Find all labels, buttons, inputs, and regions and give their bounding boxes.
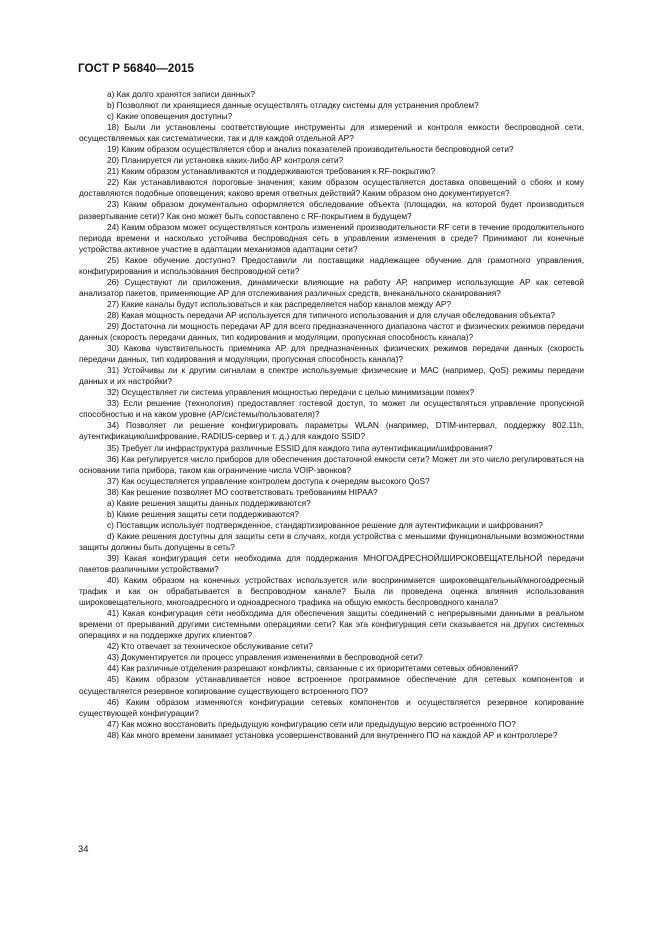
question-paragraph: 37) Как осуществляется управление контролем доступа к очередям высокого QoS? bbox=[107, 475, 430, 486]
question-paragraph: 23) Каким образом документально оформляется обследование объекта (площадки, на которой будет производиться развертывание сети)? Как оно может быть сопоставлено с RF-покрытием в будущем? bbox=[79, 199, 584, 221]
questionnaire-body bbox=[79, 89, 584, 741]
question-paragraph: 30) Какова чувствительность приемника АР для предназначенных физических режимов передачи данных (скорость передачи данных, тип кодирования и модуляции, пропускная способность канала)? bbox=[79, 343, 584, 365]
question-paragraph: 45) Каким образом устанавливается новое встроенное программное обеспечение для сетевых компонентов и осуществляется резервное копирование существующего встроенного ПО? bbox=[79, 674, 584, 696]
question-paragraph: 27) Какие каналы будут использоваться и как распределяется набор каналов между АР? bbox=[107, 298, 452, 309]
question-paragraph: 25) Какое обучение доступно? Предоставили ли поставщики надлежащее обучение для грамотного управления, конфигурирования и использования беспроводной сети? bbox=[79, 254, 584, 276]
question-paragraph: 43) Документируется ли процесс управления изменениями в беспроводной сети? bbox=[107, 652, 423, 663]
question-paragraph: b) Какие решения защиты сети поддерживаются? bbox=[107, 508, 299, 519]
question-paragraph: 22) Как устанавливаются пороговые значения; каким образом осуществляется доставка оповещений о сбоях и кому доставляются подобные оповещения; каково время ответных действий? Каким образом оно документируется? bbox=[79, 177, 584, 199]
question-paragraph: 47) Как можно восстановить предыдущую конфигурацию сети или предыдущую версию встроенного ПО? bbox=[107, 718, 516, 729]
question-paragraph: 32) Осуществляет ли система управления мощностью передачи с целью минимизации помех? bbox=[107, 387, 475, 398]
question-paragraph: 40) Каким образом на конечных устройствах используется или воспринимается широковещательный/многоадресный трафик и как он обрабатывается в беспроводном канале? Была ли проведена оценка влияния использования широковещательного, многоадресного и одноадресного трафика на общую емкость беспроводного канала? bbox=[79, 575, 584, 608]
page-number: 34 bbox=[78, 843, 89, 854]
question-paragraph: 44) Как различные отделения разрешают конфликты, связанные с их приоритетами сетевых обновлений? bbox=[107, 663, 519, 674]
question-paragraph: 38) Как решение позволяет МО соответствовать требованиям HIPAA? bbox=[107, 486, 378, 497]
question-paragraph: 35) Требует ли инфраструктура различные ESSID для каждого типа аутентификации/шифрования? bbox=[107, 442, 493, 453]
question-paragraph: b) Позволяют ли хранящиеся данные осуществлять отладку системы для устранения проблем? bbox=[107, 100, 479, 111]
question-paragraph: 20) Планируется ли установка каких-либо АР контроля сети? bbox=[107, 155, 344, 166]
standard-header: ГОСТ Р 56840—2015 bbox=[78, 62, 195, 75]
question-paragraph: 26) Существуют ли приложения, динамически влияющие на работу АР, например использующие АР как сетевой анализатор пакетов, применяющие АР для отслеживания различных средств, внеканального сканирования? bbox=[79, 276, 584, 298]
question-paragraph: 18) Были ли установлены соответствующие инструменты для измерений и контроля емкости беспроводной сети, осуществляемых как систематически, так и для каждой отдельной АР? bbox=[79, 122, 584, 144]
question-paragraph: 41) Какая конфигурация сети необходима для обеспечения защиты соединений с непрерывными данными в реальном времени от прерываний другими системными операциями сети? Как эта конфигурация сети сказывается на других системных операциях и на поддержке других клиентов? bbox=[79, 608, 584, 641]
question-paragraph: с) Поставщик использует подтвержденное, стандартизированное решение для аутентификации и шифрования? bbox=[107, 519, 543, 530]
question-paragraph: d) Какие решения доступны для защиты сети в случаях, когда устройства с меньшими функциональными возможностями защиты должны быть допущены в сеть? bbox=[79, 530, 584, 552]
question-paragraph: а) Как долго хранятся записи данных? bbox=[107, 89, 256, 99]
question-paragraph: 46) Каким образом изменяются конфигурации сетевых компонентов и осуществляется резервное копирование существующей конфигурации? bbox=[79, 696, 584, 718]
question-paragraph: 29) Достаточна ли мощность передачи АР для всего предназначенного диапазона частот и физических режимов передачи данных (скорость передачи данных, тип кодирования и модуляции, пропускная способность канала)? bbox=[79, 320, 584, 343]
question-paragraph: 24) Каким образом может осуществляться контроль изменений производительности RF сети в течение продолжительного периода времени и насколько устойчива беспроводная сеть в управлении изменения в среде? Принимают ли конечные устройства активное участие в адаптации механизмов адаптации сети? bbox=[79, 221, 584, 254]
question-paragraph: 36) Как регулируется число приборов для обеспечения достаточной емкости сети? Может ли это число регулироваться на основании типа прибора, таком как ограничение числа VOIP-звонков? bbox=[79, 453, 584, 475]
question-paragraph: 42) Кто отвечает за техническое обслуживание сети? bbox=[107, 641, 313, 652]
question-paragraph: 33) Если решение (технология) предоставляет гостевой доступ, то может ли осуществляться управление пропускной способностью и на каком уровне (АР/системы/пользователя)? bbox=[79, 398, 584, 420]
question-paragraph: 34) Позволяет ли решение конфигурировать параметры WLAN (например, DTIM-интервал, поддержку 802.11h, аутентификацию/шифрование, RADIUS-сервер и т. д.) для каждого SSID? bbox=[79, 420, 584, 442]
question-paragraph: 28) Какая мощность передачи АР используется для типичного использования и для случая обследования объекта? bbox=[107, 309, 555, 320]
question-paragraph: с) Какие оповещения доступны? bbox=[107, 111, 233, 122]
question-paragraph: а) Какие решения защиты данных поддерживаются? bbox=[107, 497, 311, 508]
question-paragraph: 21) Каким образом устанавливаются и поддерживаются требования к RF-покрытию? bbox=[107, 166, 436, 177]
question-paragraph: 19) Каким образом осуществляется сбор и анализ показателей производительности беспроводной сети? bbox=[107, 144, 514, 155]
question-paragraph: 39) Какая конфигурация сети необходима для поддержания МНОГОАДРЕСНОЙ/ШИРОКОВЕЩАТЕЛЬНОЙ передачи пакетов различными устройствами? bbox=[79, 552, 584, 575]
question-paragraph: 31) Устойчивы ли к другим сигналам в спектре используемые физические и МАС (например, QoS) режимы передачи данных и их настройки? bbox=[79, 365, 584, 387]
question-paragraph: 48) Как много времени занимает установка усовершенствований для внутреннего ПО на каждой АР и контроллере? bbox=[107, 729, 558, 740]
